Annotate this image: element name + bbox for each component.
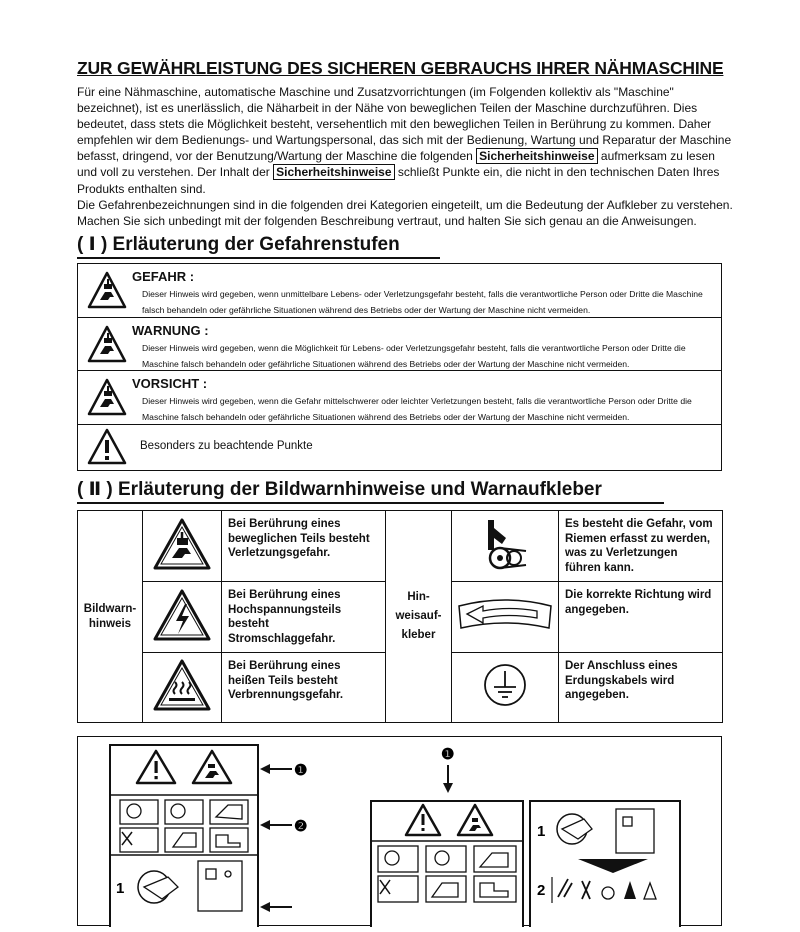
intro-text	[77, 84, 737, 229]
intro-paragraph-2: Die Gefahrenbezeichnungen sind in die folgenden drei Kategorien eingeteilt, um die Bedeutung der Aufkleber zu verstehen. Machen Sie sich unbedingt mit der folgenden Beschreibung vertraut, und halten Sie sich genau an die Anweisungen.	[77, 197, 733, 228]
left-sticker	[110, 745, 258, 927]
marker-2: ❷	[294, 818, 308, 835]
intro-paragraph-1: Für eine Nähmaschine, automatische Maschine und Zusatzvorrichtungen (im Folgenden kollektiv als "Maschine" bezeichnet), ist es unerlässlich, die Näharbeit in der Nähe von beweglichen Teilen der Maschine durchzuführen. Dies bedeutet, dass stets die Möglichkeit besteht, versehentlich mit den beweglichen Teilen in Berührung zu kommen. Daher empfehlen wir dem Bedienungs- und Wartungspersonal, das sich mit der Bedienung, Wartung und Reparatur der Maschine befasst, dringend, vor der Benutzung/Wartung der Maschine die folgenden Sicherheitshinweise aufmerksam zu lesen und voll zu verstehen. Der Inhalt der Sicherheitshinweise schließt Punkte ein, die nicht in den technischen Daten Ihres Produkts enthalten sind.	[77, 85, 732, 196]
pictogram-cell	[143, 653, 222, 723]
level-name: VORSICHT :	[132, 376, 208, 391]
sticker-cell	[452, 653, 559, 723]
step-number: 1	[537, 823, 546, 840]
sticker-label: Hin- weisauf- kleber	[386, 511, 452, 723]
section-1-title: ( Ⅰ ) Erläuterung der Gefahrenstufen	[77, 234, 400, 255]
section-2-title: ( Ⅱ ) Erläuterung der Bildwarnhinweise und Warnaufkleber	[77, 479, 602, 500]
sticker-cell	[452, 582, 559, 653]
marker-1-right: ❶	[441, 746, 455, 763]
pictogram-table	[77, 510, 723, 723]
belt-hazard-icon	[480, 516, 530, 572]
page-title: ZUR GEWÄHRLEISTUNG DES SICHEREN GEBRAUCHS IHRER NÄHMASCHINE	[77, 58, 724, 78]
safety-notes-highlight: Sicherheitshinweise	[273, 164, 394, 180]
step-number: 1	[116, 880, 125, 897]
level-description: Dieser Hinweis wird gegeben, wenn unmittelbare Lebens- oder Verletzungsgefahr besteht, falls die verantwortliche Person oder Dritte die Maschine falsch behandeln oder gefährliche Situationen während des Betriebs oder der Wartung der Maschine nicht vermeiden.	[142, 289, 703, 315]
direction-arrow-icon	[457, 592, 553, 638]
marker-1: ❶	[294, 762, 308, 779]
level-danger	[78, 264, 721, 318]
level-name: WARNUNG :	[132, 323, 209, 338]
step-number: 2	[537, 882, 546, 899]
pictogram-text: Bei Berührung eines Hochspannungsteils besteht Stromschlaggefahr.	[222, 582, 386, 653]
pictogram-cell	[143, 511, 222, 582]
level-notice	[78, 425, 721, 470]
sticker-text: Die korrekte Richtung wird angegeben.	[559, 582, 723, 653]
hand-crush-icon	[87, 324, 127, 364]
level-description: Dieser Hinweis wird gegeben, wenn die Gefahr mittelschwerer oder leichter Verletzungen besteht, falls die verantwortliche Person oder Dritte die Maschine falsch behandeln oder gefährliche Situationen während des Betriebs oder der Wartung der Maschine nicht vermeiden.	[142, 396, 692, 422]
level-caution	[78, 371, 721, 425]
sticker-text: Der Anschluss eines Erdungskabels wird angegeben.	[559, 653, 723, 723]
hand-crush-icon	[152, 517, 212, 571]
sticker-location-diagram	[77, 736, 722, 926]
pictogram-label: Bildwarn- hinweis	[78, 511, 143, 723]
pictogram-cell	[143, 582, 222, 653]
hazard-levels-table	[77, 263, 722, 471]
high-voltage-icon	[152, 588, 212, 642]
hot-surface-icon	[152, 658, 212, 712]
sticker-diagram-graphic	[78, 737, 723, 927]
sticker-text: Es besteht die Gefahr, vom Riemen erfasst zu werden, was zu Verletzungen führen kann.	[559, 511, 723, 582]
hand-crush-icon	[87, 270, 127, 310]
right-steps-panel	[530, 801, 680, 927]
section-2-underline	[77, 502, 664, 504]
level-description: Dieser Hinweis wird gegeben, wenn die Möglichkeit für Lebens- oder Verletzungsgefahr besteht, falls die verantwortliche Person oder Dritte die Maschine falsch behandeln oder gefährliche Situationen während des Betriebs oder der Wartung der Maschine nicht vermeiden.	[142, 343, 686, 369]
level-notice-text: Besonders zu beachtende Punkte	[140, 440, 313, 452]
right-sticker	[371, 801, 523, 927]
section-1-underline	[77, 257, 440, 259]
safety-notes-highlight: Sicherheitshinweise	[476, 148, 597, 164]
level-name: GEFAHR :	[132, 269, 195, 284]
hand-crush-icon	[87, 377, 127, 417]
pictogram-text: Bei Berührung eines beweglichen Teils besteht Verletzungsgefahr.	[222, 511, 386, 582]
level-warning	[78, 318, 721, 371]
exclamation-warning-icon	[87, 428, 127, 466]
pictogram-text: Bei Berührung eines heißen Teils besteht Verbrennungsgefahr.	[222, 653, 386, 723]
sticker-cell	[452, 511, 559, 582]
ground-icon	[482, 662, 528, 708]
